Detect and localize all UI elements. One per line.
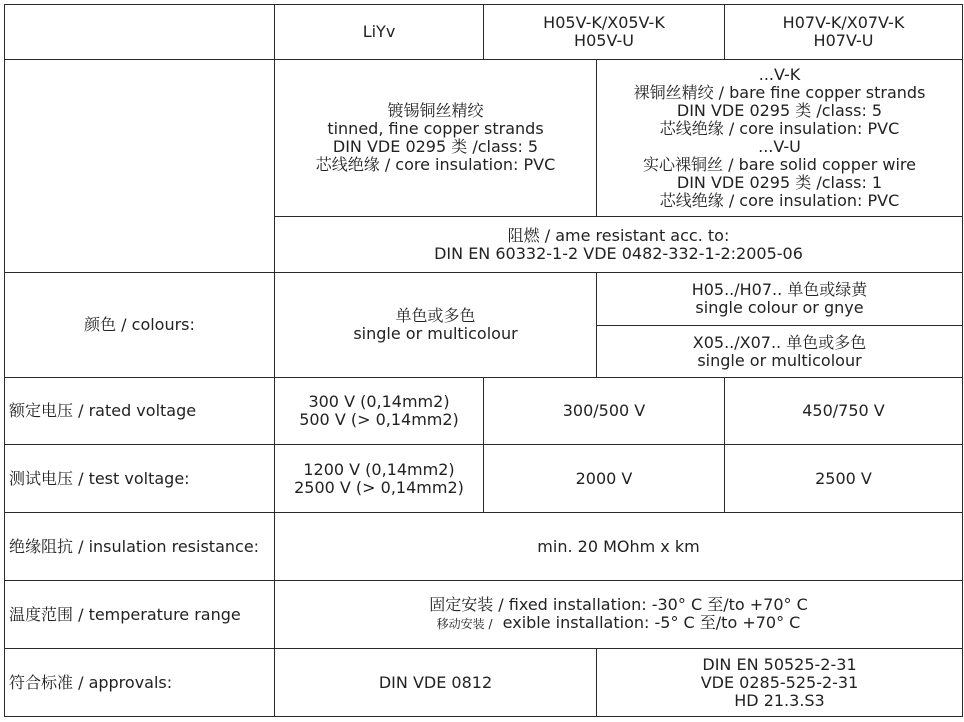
construction-h-line: DIN VDE 0295 类 /class: 5 [676, 101, 883, 120]
construction-label-cell [5, 60, 275, 273]
test-voltage-row [5, 445, 963, 513]
temperature-range-row [5, 581, 963, 649]
test-voltage-h07-text: 2500 V [815, 468, 872, 488]
test-voltage-liyv-line1: 1200 V (0,14mm2) [303, 459, 455, 479]
test-voltage-liyv-line2: 2500 V (> 0,14mm2) [294, 477, 464, 497]
header-liyv [275, 5, 484, 60]
approvals-row [5, 649, 963, 717]
temperature-flex-prefix: 移动安装 / [436, 617, 493, 631]
header-h07-line2: H07V-U [813, 31, 874, 50]
approvals-h [597, 649, 963, 717]
colours-row [5, 273, 963, 326]
construction-h-line: 裸铜丝精绞 / bare fine copper strands [633, 83, 926, 102]
colours-x [597, 326, 963, 378]
temperature-range-value [275, 581, 963, 649]
colours-label [5, 273, 275, 378]
rated-voltage-h07-text: 450/750 V [802, 401, 885, 420]
header-empty-cell [5, 5, 275, 60]
rated-voltage-liyv-line1: 300 V (0,14mm2) [308, 392, 450, 411]
rated-voltage-h07 [725, 378, 963, 445]
insulation-resistance-label-text: 绝缘阻抗 / insulation resistance: [9, 536, 260, 556]
flame-resistance [275, 217, 963, 273]
construction-h-line: 芯线绝缘 / core insulation: PVC [659, 191, 900, 210]
header-h07 [725, 5, 963, 60]
insulation-resistance-value [275, 513, 963, 581]
insulation-resistance-value-text: min. 20 MOhm x km [537, 536, 700, 556]
test-voltage-label-text: 测试电压 / test voltage: [9, 468, 190, 488]
construction-h-types [597, 60, 963, 217]
approvals-liyv-text: DIN VDE 0812 [378, 672, 493, 692]
colours-label-text: 颜色 / colours: [84, 315, 195, 334]
approvals-liyv [275, 649, 597, 717]
temperature-fixed: 固定安装 / fixed installation: -30° C 至/to +70° C [429, 595, 808, 614]
colours-x-line1: X05../X07.. 单色或多色 [692, 332, 867, 352]
rated-voltage-row [5, 378, 963, 445]
test-voltage-liyv [275, 445, 484, 513]
header-h05 [484, 5, 725, 60]
temperature-flex-rest: exible installation: -5° C 至/to +70° C [492, 613, 801, 632]
header-h07-line1: H07V-K/X07V-K [782, 13, 905, 32]
rated-voltage-label [5, 378, 275, 445]
header-liyv-text: LiYv [362, 22, 396, 41]
approvals-label [5, 649, 275, 717]
construction-h-line: ...V-U [758, 137, 801, 156]
header-row [5, 5, 963, 60]
construction-liyv-line: DIN VDE 0295 类 /class: 5 [332, 137, 539, 156]
rated-voltage-h05-text: 300/500 V [562, 401, 646, 420]
rated-voltage-label-text: 额定电压 / rated voltage [9, 401, 197, 420]
construction-h-line: 芯线绝缘 / core insulation: PVC [659, 119, 900, 138]
header-h05-line2: H05V-U [574, 31, 634, 50]
approvals-label-text: 符合标准 / approvals: [9, 672, 173, 692]
colours-x-line2: single or multicolour [697, 350, 862, 370]
insulation-resistance-row [5, 513, 963, 581]
test-voltage-label [5, 445, 275, 513]
insulation-resistance-label [5, 513, 275, 581]
spec-table [4, 4, 963, 717]
rated-voltage-liyv [275, 378, 484, 445]
colours-liyv-line1: 单色或多色 [395, 306, 476, 325]
rated-voltage-h05 [484, 378, 725, 445]
colours-h-line2: single colour or gnye [695, 298, 864, 317]
construction-liyv-line: 芯线绝缘 / core insulation: PVC [315, 155, 556, 174]
temperature-range-label [5, 581, 275, 649]
construction-h-line: 实心裸铜丝 / bare solid copper wire [643, 155, 916, 174]
approvals-h-line3: HD 21.3.S3 [734, 690, 825, 710]
construction-row [5, 60, 963, 217]
flame-line2: DIN EN 60332-1-2 VDE 0482-332-1-2:2005-06 [434, 243, 803, 263]
temperature-range-label-text: 温度范围 / temperature range [9, 604, 241, 624]
approvals-h-line1: DIN EN 50525-2-31 [702, 654, 857, 674]
colours-h-line1: H05../H07.. 单色或绿黄 [691, 280, 868, 299]
test-voltage-h05 [484, 445, 725, 513]
construction-h-line: DIN VDE 0295 类 /class: 1 [676, 173, 883, 192]
test-voltage-h05-text: 2000 V [575, 468, 633, 488]
colours-liyv-line2: single or multicolour [353, 324, 518, 343]
construction-liyv [275, 60, 597, 217]
colours-liyv [275, 273, 597, 378]
header-h05-line1: H05V-K/X05V-K [543, 13, 665, 32]
construction-liyv-line: tinned, fine copper strands [327, 119, 544, 138]
temperature-flex [279, 614, 958, 633]
rated-voltage-liyv-line2: 500 V (> 0,14mm2) [299, 410, 459, 429]
test-voltage-h07 [725, 445, 963, 513]
approvals-h-line2: VDE 0285-525-2-31 [700, 672, 859, 692]
construction-h-line: ...V-K [758, 65, 801, 84]
construction-liyv-line: 镀锡铜丝精绞 [387, 101, 484, 120]
flame-line1: 阻燃 / ame resistant acc. to: [507, 225, 730, 245]
colours-h [597, 273, 963, 326]
